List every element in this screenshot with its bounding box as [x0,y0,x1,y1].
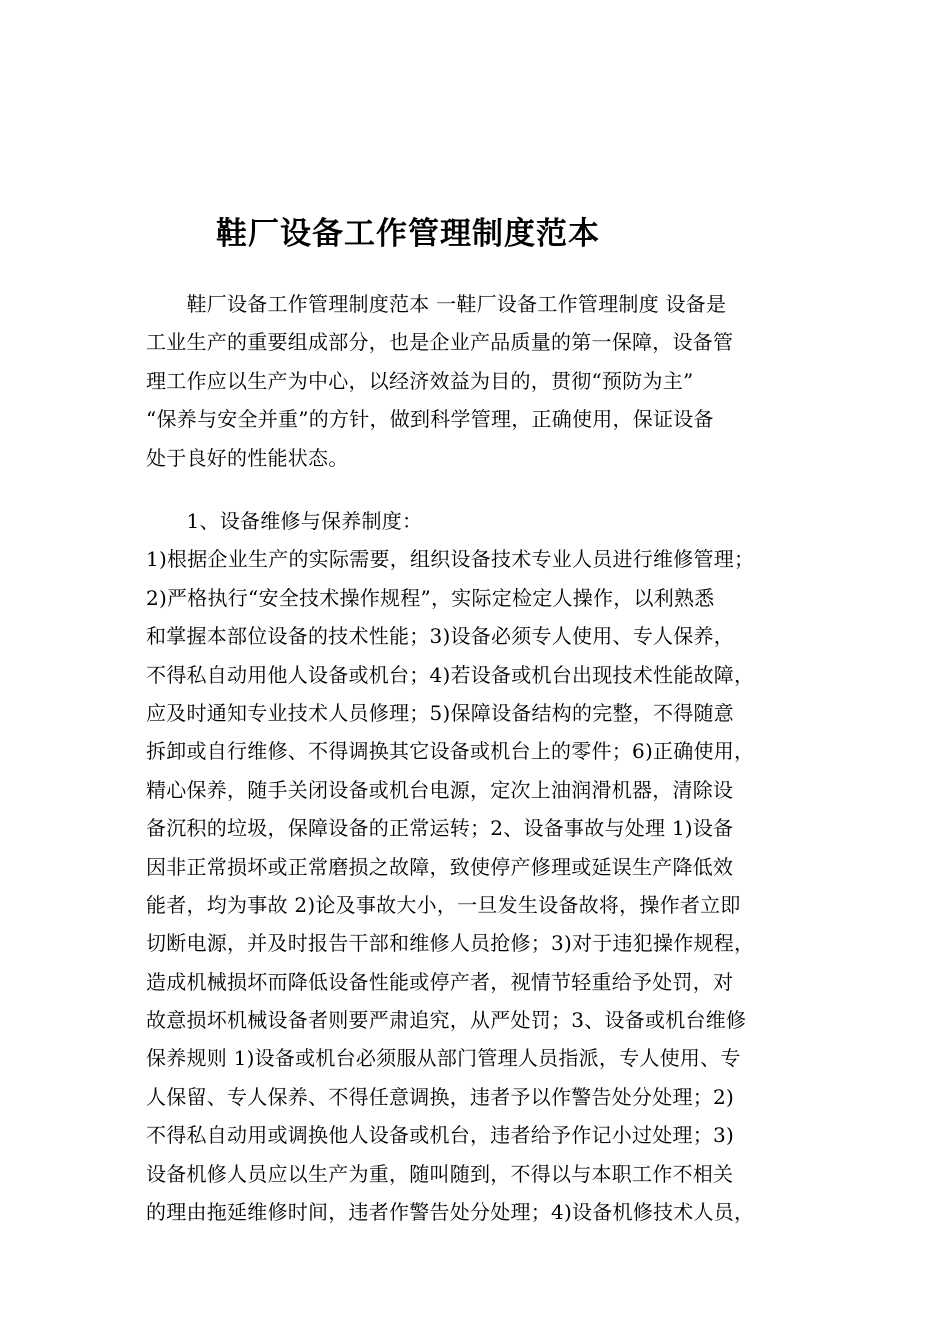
text-line: 工业生产的重要组成部分，也是企业产品质量的第一保障，设备管 [146,330,734,355]
text-line: 不得私自动用或调换他人设备或机台，违者给予作记小过处理；3) [146,1123,735,1148]
text-line: 精心保养，随手关闭设备或机台电源，定次上油润滑机器，清除设 [146,777,734,802]
text-line: “保养与安全并重”的方针，做到科学管理，正确使用，保证设备 [146,407,714,432]
text-line: 造成机械损坏而降低设备性能或停产者，视情节轻重给予处罚，对 [146,969,734,994]
text-line: 的理由拖延维修时间，违者作警告处分处理；4)设备机修技术人员， [146,1200,755,1225]
text-line: 应及时通知专业技术人员修理；5)保障设备结构的完整，不得随意 [146,700,735,725]
text-line: 备沉积的垃圾，保障设备的正常运转；2、设备事故与处理 1)设备 [146,816,734,841]
text-line: 和掌握本部位设备的技术性能；3)设备必须专人使用、专人保养， [146,624,735,649]
text-line: 鞋厂设备工作管理制度范本 一鞋厂设备工作管理制度 设备是 [146,292,727,316]
document-title: 鞋厂设备工作管理制度范本 [216,216,600,252]
text-line: 拆卸或自行维修、不得调换其它设备或机台上的零件；6)正确使用， [146,739,755,764]
text-line: 保养规则 1)设备或机台必须服从部门管理人员指派，专人使用、专 [146,1046,741,1071]
section-heading: 1、设备维修与保养制度： [146,509,423,533]
text-line: 故意损坏机械设备者则要严肃追究，从严处罚；3、设备或机台维修 [146,1008,747,1033]
text-line: 人保留、专人保养、不得任意调换，违者予以作警告处分处理；2) [146,1084,735,1109]
body-paragraph [146,502,808,1231]
text-line: 2)严格执行“安全技术操作规程”，实际定检定人操作，以利熟悉 [146,585,715,610]
text-line: 1)根据企业生产的实际需要，组织设备技术专业人员进行维修管理； [146,547,755,572]
intro-paragraph [146,285,808,477]
text-line: 理工作应以生产为中心，以经济效益为目的，贯彻“预防为主” [146,368,694,393]
text-line: 切断电源，并及时报告干部和维修人员抢修；3)对于违犯操作规程， [146,931,755,956]
text-line: 因非正常损坏或正常磨损之故障，致使停产修理或延误生产降低效 [146,854,734,879]
text-line: 处于良好的性能状态。 [146,445,349,470]
text-line: 设备机修人员应以生产为重，随叫随到，不得以与本职工作不相关 [146,1161,734,1186]
text-line: 能者，均为事故 2)论及事故大小，一旦发生设备故将，操作者立即 [146,892,741,917]
text-line: 不得私自动用他人设备或机台；4)若设备或机台出现技术性能故障， [146,662,755,687]
